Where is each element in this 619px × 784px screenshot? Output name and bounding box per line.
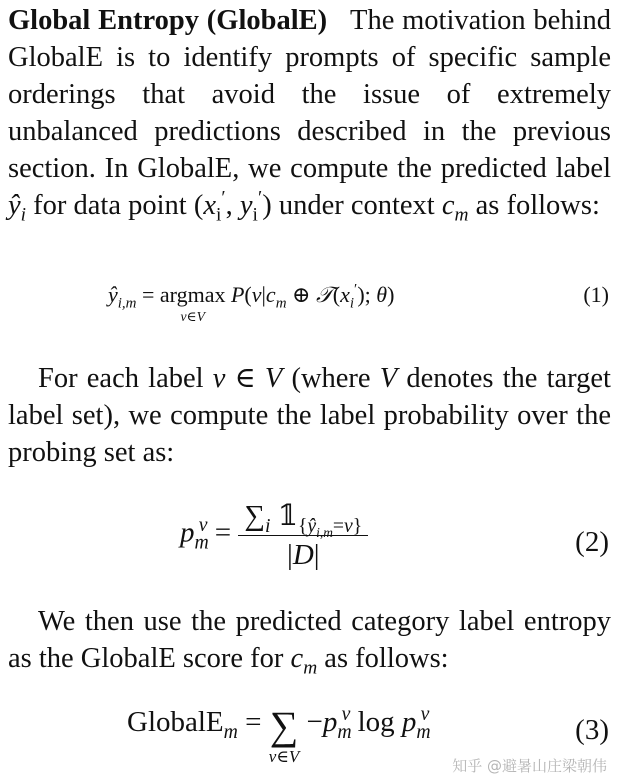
- paragraph-globale-intro: [8, 2, 611, 224]
- paragraph-globale-score: [8, 603, 611, 677]
- math-y-hat-i: $ŷ_i$: [8, 190, 27, 226]
- math-v-in-V: v: [212, 363, 226, 394]
- math-c-m-2: $c_m$: [290, 643, 318, 679]
- para3-text-b: as follows:: [317, 643, 449, 674]
- math-c-m: $c_m$: [441, 190, 469, 226]
- para1-text-a: The motivation behind GlobalE is to identify prompts of specific sample orderings that avoid the issue of extremely unbalanced predictions described in the previous section. In GlobalE, we compute the predicted label: [8, 5, 611, 184]
- equation-1-body: $ŷ_{i,m}$ = argmax v∈V $P(v|c_m$ ⊕ $𝒯(x_i')$; θ): [108, 281, 395, 324]
- equation-3-body: GlobalE$_m$ = ∑ v∈V $-p_m^v$ $\log p_m^v$: [127, 703, 431, 766]
- globale-label: GlobalE: [127, 706, 224, 738]
- watermark: 知乎 @避暑山庄梁朝伟: [452, 757, 607, 775]
- paragraph-label-probability: For each label v ∈ V (where V denotes the target label set), we compute the label probability over the probing set as:: [8, 363, 611, 468]
- equation-2-body: $p_m^v$ = $\frac{\sum_i 𝟙_{\{ŷ_{i,m}=v\}}}{|D|}$: [180, 498, 368, 572]
- para2-text-b: (where: [282, 363, 380, 394]
- section-heading: Global Entropy (GlobalE): [8, 5, 328, 36]
- para2-text-a: For each label: [38, 363, 213, 394]
- math-V: V: [379, 363, 398, 394]
- equation-2-number: (2): [575, 526, 609, 558]
- para1-text-d: as follows:: [468, 190, 600, 221]
- para2-text-c: denotes the target label set), we compute the label probability over the probing set as:: [8, 363, 611, 468]
- equation-3-number: (3): [575, 714, 609, 746]
- math-data-point: ($x_i'$, $y_i'$): [193, 187, 272, 226]
- para1-text-c: under context: [271, 190, 442, 221]
- para1-text-b: for data point: [26, 190, 194, 221]
- equation-1-number: (1): [583, 282, 609, 307]
- para3-text-a: We then use the predicted category label entropy as the GlobalE score for: [8, 606, 611, 674]
